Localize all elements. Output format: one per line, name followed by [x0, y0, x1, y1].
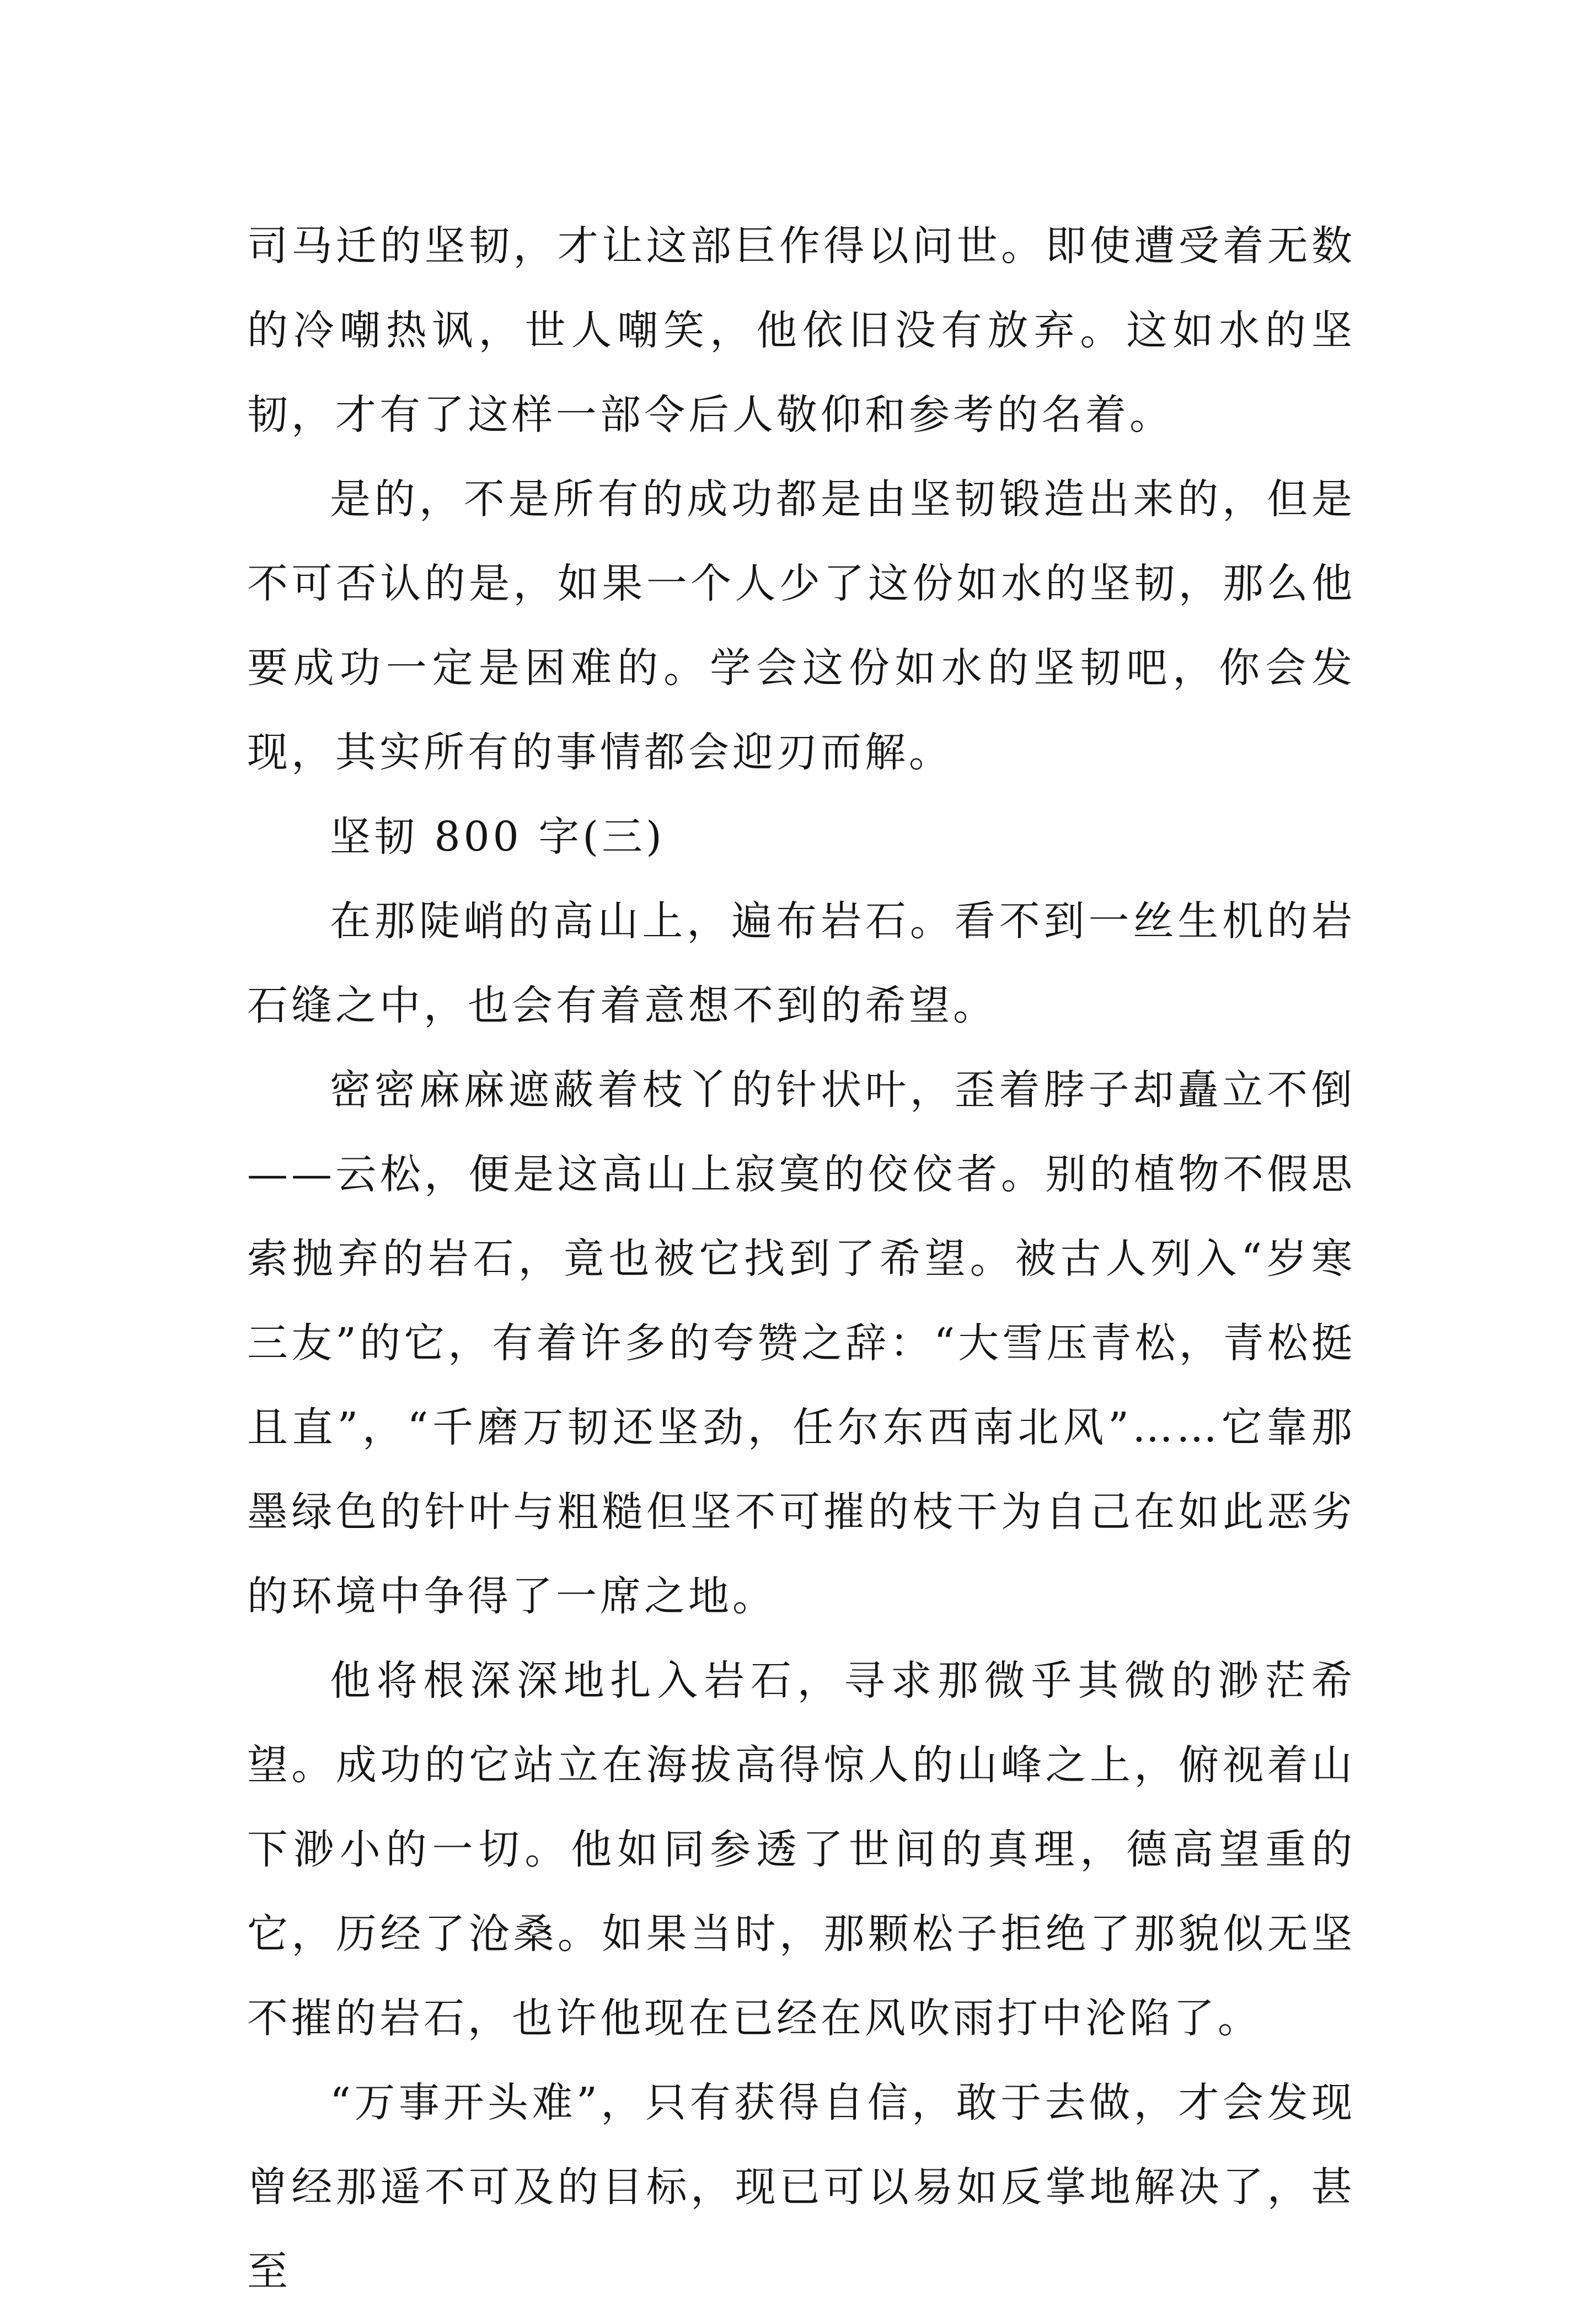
paragraph-1: 司马迁的坚韧，才让这部巨作得以问世。即使遭受着无数的冷嘲热讽，世人嘲笑，他依旧没有放弃。这如水的坚韧，才有了这样一部令后人敬仰和参考的名着。 — [247, 222, 1356, 439]
section-heading: 坚韧 800 字(三) — [330, 813, 666, 861]
document-body — [247, 204, 1356, 2314]
paragraph-3: 在那陡峭的高山上，遍布岩石。看不到一丝生机的岩石缝之中，也会有着意想不到的希望。 — [247, 897, 1356, 1029]
paragraph-5: 他将根深深地扎入岩石，寻求那微乎其微的渺茫希望。成功的它站立在海拔高得惊人的山峰之上，俯视着山下渺小的一切。他如同参透了世间的真理，德高望重的它，历经了沧桑。如果当时，那颗松子拒绝了那貌似无坚不摧的岩石，也许他现在已经在风吹雨打中沦陷了。 — [247, 1657, 1356, 2042]
paragraph-4: 密密麻麻遮蔽着枝丫的针状叶，歪着脖子却矗立不倒——云松，便是这高山上寂寞的佼佼者。别的植物不假思索抛弃的岩石，竟也被它找到了希望。被古人列入“岁寒三友”的它，有着许多的夸赞之辞：“大雪压青松，青松挺且直”，“千磨万韧还坚劲，任尔东西南北风”……它靠那墨绿色的针叶与粗糙但坚不可摧的枝干为自己在如此恶劣的环境中争得了一席之地。 — [247, 1066, 1356, 1620]
paragraph-6: “万事开头难”，只有获得自信，敢于去做，才会发现曾经那遥不可及的目标，现已可以易如反掌地解决了，甚至 — [247, 2079, 1356, 2295]
paragraph-2: 是的，不是所有的成功都是由坚韧锻造出来的，但是不可否认的是，如果一个人少了这份如水的坚韧，那么他要成功一定是困难的。学会这份如水的坚韧吧，你会发现，其实所有的事情都会迎刃而解。 — [247, 475, 1356, 776]
